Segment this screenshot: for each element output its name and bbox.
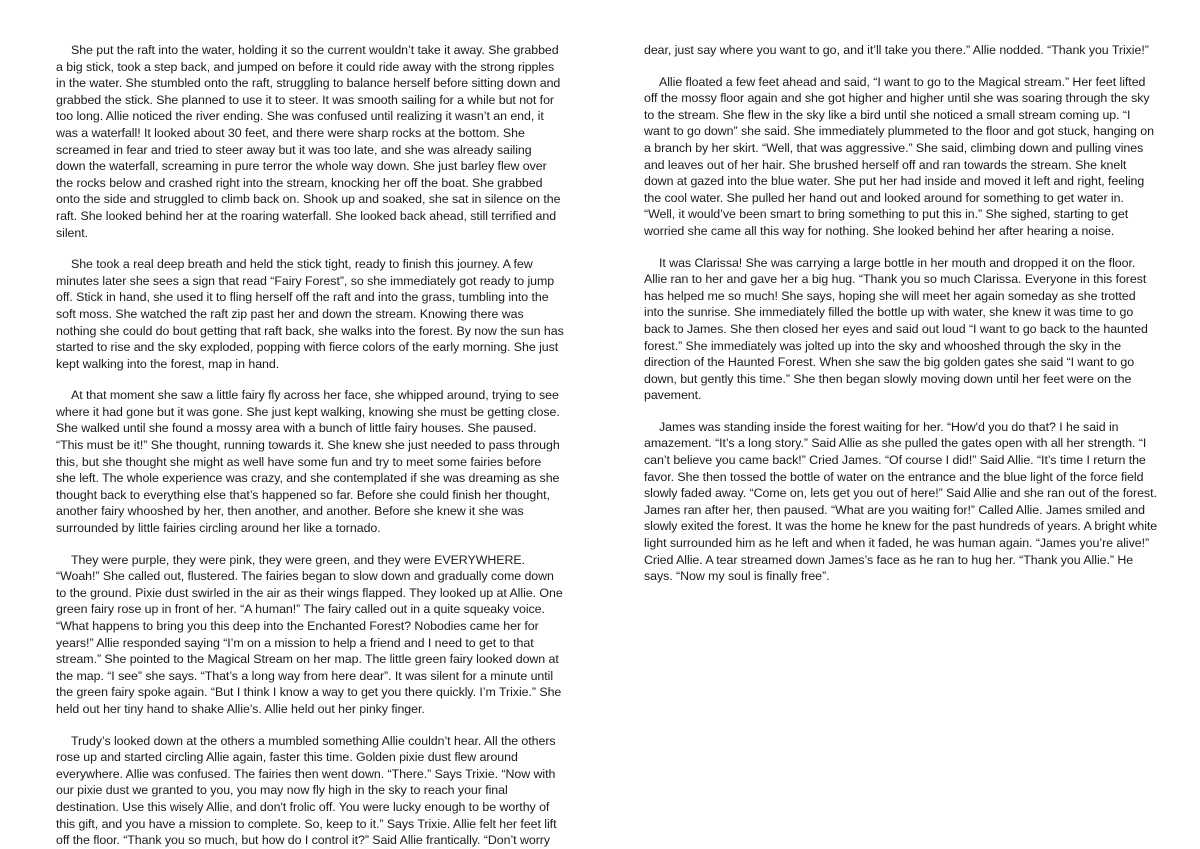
left-paragraph-5: Trudy’s looked down at the others a mumbled something Allie couldn’t hear. All the others rose up and started circling Allie again, faster this time. Golden pixie dust flew around everywhere. Allie was confused. The fairies then went down. “There.” Says Trixie. “Now with our pixie dust we granted to you, you may now fly high in the sky to reach your final destination. Use this wisely Allie, and don't frolic off. You were lucky enough to be worthy of this gift, and you have a mission to complete. So, keep to it.” Says Trixie. Allie felt her feet lift off the floor. “Thank you so much, but how do I control it?” Said Allie frantically. “Don’t worry [56, 733, 557, 848]
left-page [56, 0, 564, 848]
left-paragraph-2: She took a real deep breath and held the stick tight, ready to finish this journey. A few minutes later she sees a sign that read “Fairy Forest”, so she immediately got ready to jump off. Stick in hand, she used it to fling herself off the raft and into the grass, tumbling into the soft moss. She watched the raft zip past her and down the stream. Knowing there was nothing she could do bout getting that raft back, she walks into the forest. By now the sun has started to rise and the sky exploded, popping with fierce colors of the early morning. She just kept walking into the forest, map in hand. [56, 257, 564, 371]
right-paragraph-2: It was Clarissa! She was carrying a large bottle in her mouth and dropped it on the floor. Allie ran to her and gave her a big hug. “Thank you so much Clarissa. Everyone in this forest has helped me so much! She says, hoping she will meet her again someday as she trotted into the sunrise. She immediately filled the bottle up with water, she knew it was time to go back to James. She then closed her eyes and said out loud “I want to go back to the haunted forest.” She immediately was jolted up into the sky and whooshed through the sky in the direction of the Haunted Forest. When she saw the big golden gates she said “I want to go down, but gently this time.” She then began slowly moving down until her feet were on the pavement. [644, 255, 1148, 403]
right-continuation-paragraph: dear, just say where you want to go, and it’ll take you there.” Allie nodded. “Thank you Trixie!” [644, 43, 1149, 57]
left-paragraph-1: She put the raft into the water, holding it so the current wouldn’t take it away. She grabbed a big stick, took a step back, and jumped on before it could ride away with the strong ripples in the water. She stumbled onto the raft, struggling to balance herself before sitting down and grabbed the stick. She planned to use it to steer. It was smooth sailing for a while but not for too long. Allie noticed the river ending. She was confused until realizing it wasn’t an end, it was a waterfall! It looked about 30 feet, and there were sharp rocks at the bottom. She screamed in fear and tried to steer away but it was too late, and she was already sailing down the waterfall, screaming in pure terror the whole way down. She just barley flew over the rocks below and crashed right into the stream, knocking her off the boat. She grabbed onto the side and struggled to climb back on. Shook up and soaked, she sat in silence on the raft. She looked behind her at the roaring waterfall. She looked back ahead, still terrified and silent. [56, 43, 561, 240]
right-paragraph-3: James was standing inside the forest waiting for her. “How'd you do that? I he said in amazement. “It’s a long story.” Said Allie as she pulled the gates open with all her strength. “I can’t believe you came back!” Cried James. “Of course I did!” Said Allie. “It’s time I return the favor. She then tossed the bottle of water on the entrance and the blue light of the force field slowly faded away. “Come on, lets get you out of here!” Said Allie and she ran out of the forest. James ran after her, then paused. “What are you waiting for!” Called Allie. James smiled and slowly exited the forest. It was the home he knew for the past hundreds of years. A bright white light surrounded him as he left and when it faded, he was human again. “James you’re alive!” Cried Allie. A tear streamed down James’s face as he ran to hug her. “Thank you Allie.” He says. “Now my soul is finally free”. [644, 419, 1158, 584]
left-paragraph-3: At that moment she saw a little fairy fly across her face, she whipped around, trying to see where it had gone but it was gone. She just kept walking, knowing she must be getting close. She walked until she found a mossy area with a bunch of little fairy houses. She paused. “This must be it!” She thought, running towards it. She knew she just needed to pass through this, but she thought she might as well have some fun and try to meet some fairies before she left. The whole experience was crazy, and she contemplated if she was dreaming as she thought back to everything else that’s happened so far. Before she could finish her thought, another fairy whooshed by her, then another, and another. Before she knew it she was surrounded by little fairies circling around her like a tornado. [56, 388, 560, 536]
right-page [644, 0, 1158, 800]
left-paragraph-4: They were purple, they were pink, they were green, and they were EVERYWHERE. “Woah!” She called out, flustered. The fairies began to slow down and gradually come down to the ground. Pixie dust swirled in the air as their wings flapped. They looked up at Allie. One green fairy rose up in front of her. “A human!” The fairy called out in a quite squeaky voice. “What happens to bring you this deep into the Enchanted Forest? Nobodies came her for years!” Allie responded saying “I’m on a mission to help a friend and I need to get to that stream.” She pointed to the Magical Stream on her map. The little green fairy looked down at the map. “I see” she says. “That’s a long way from here dear”. It was silent for a minute until the green fairy spoke again. “But I think I know a way to get you there quickly. I’m Trixie.” She held out her tiny hand to shake Allie’s. Allie held out her pinky finger. [56, 552, 563, 716]
right-paragraph-1: Allie floated a few feet ahead and said, “I want to go to the Magical stream.” Her feet lifted off the mossy floor again and she got higher and higher until she was soaring through the sky to the stream. She flew in the sky like a bird until she noticed a small stream coming up. “I want to go down” she said. She immediately plummeted to the floor and got stuck, hanging on a branch by her skirt. “Well, that was aggressive.” She said, climbing down and pulling vines and leaves out of her hair. She brushed herself off and ran towards the stream. She knelt down at gazed into the blue water. She put her had inside and moved it left and right, feeling the cool water. She pulled her hand out and looked around for something to get water in. “Well, it would’ve been smart to bring something to put this in.” She sighed, starting to get worried she came all this way for nothing. She looked behind her after hearing a noise. [644, 74, 1154, 238]
